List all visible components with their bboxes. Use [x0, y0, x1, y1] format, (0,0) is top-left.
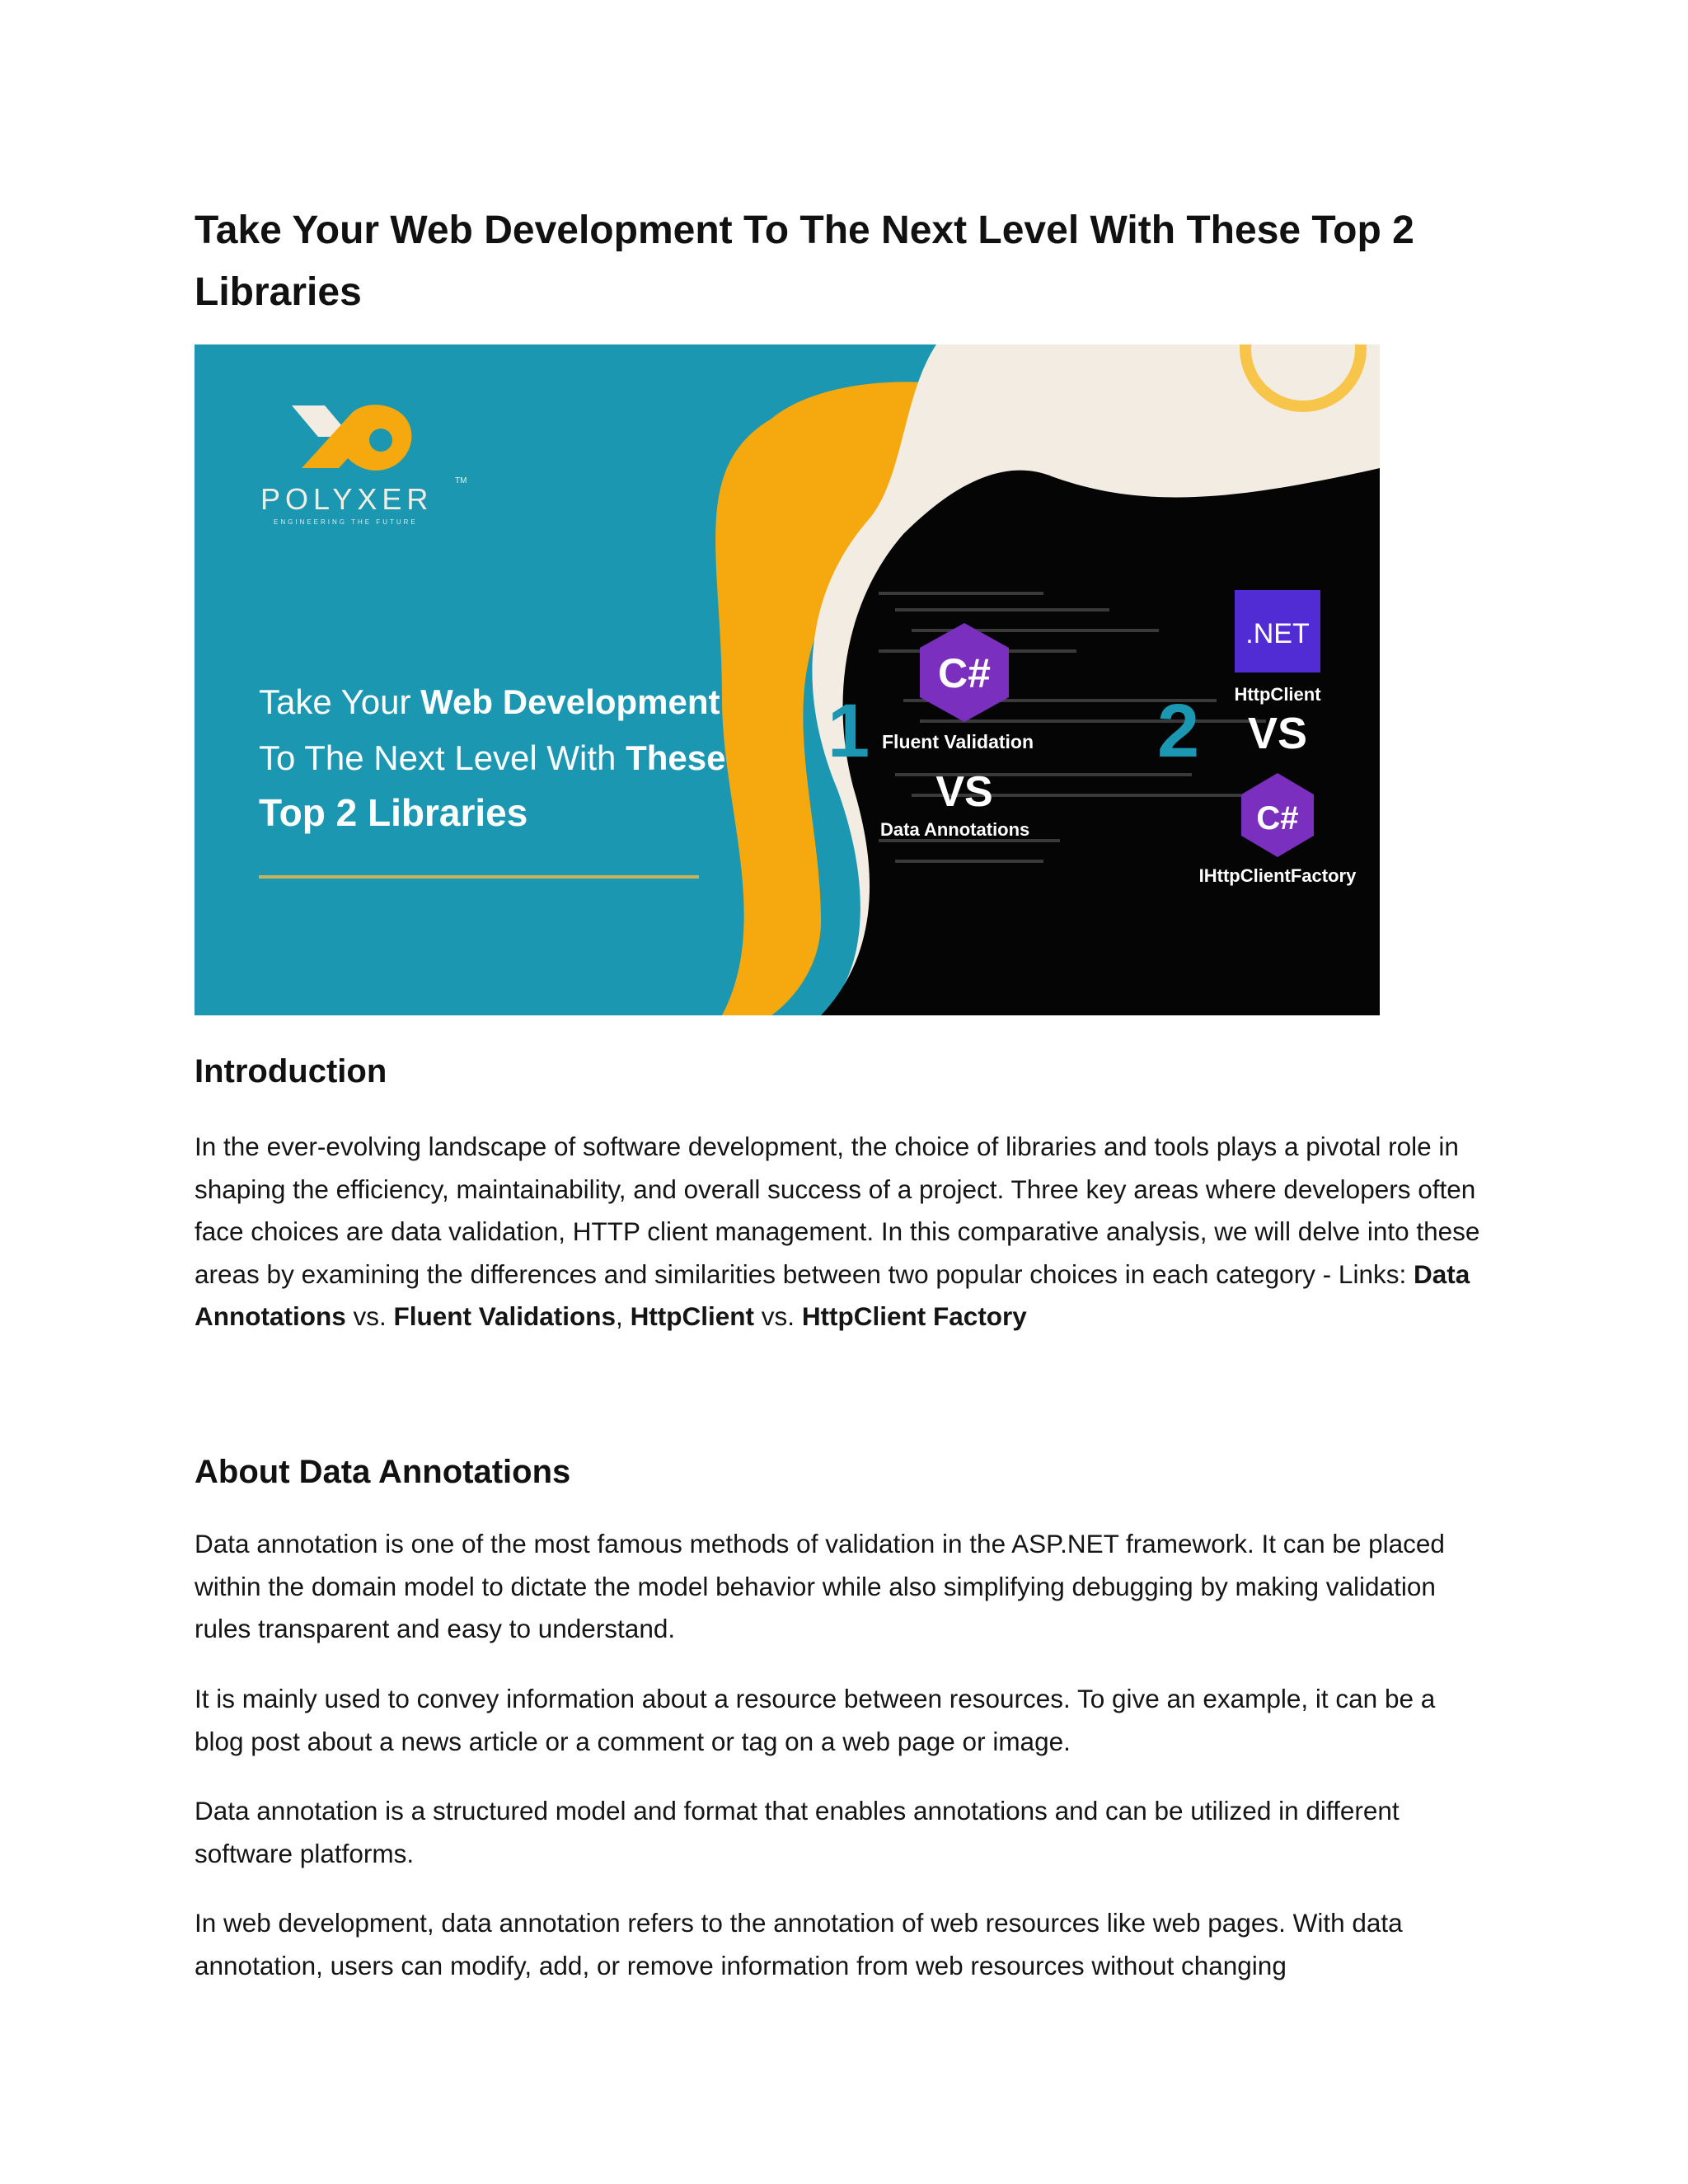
vs-text-1: vs.	[345, 1301, 394, 1331]
link-data-annotations[interactable]: Data Annotations	[195, 1258, 1470, 1331]
headline-line2-bold: These	[626, 738, 726, 777]
headline-underline	[259, 875, 699, 879]
headline-line1-light: Take Your	[259, 682, 421, 721]
introduction-text: In the ever-evolving landscape of software development, the choice of libraries and tools plays a pivotal role in shaping the efficiency, maintainability, and overall success of a project. Three key areas where developers often face choices are data validation, HTTP client management. In this comparative analysis, we will delve into these areas by examining the differences and similarities between two popular choices in each category - Links:	[195, 1132, 1480, 1289]
headline-line1-bold: Web Development	[420, 682, 720, 721]
logo-wordmark: POLYXER	[260, 482, 434, 516]
logo-tagline: ENGINEERING THE FUTURE	[274, 518, 418, 526]
link-httpclient[interactable]: HttpClient	[630, 1301, 755, 1331]
svg-text:To The Next Level With These	[259, 738, 725, 777]
svg-text:Take Your Web Development	[259, 682, 720, 721]
item2-top-label: HttpClient	[1234, 684, 1321, 705]
item1-bottom-label: Data Annotations	[880, 819, 1030, 840]
about-paragraph-2: It is mainly used to convey information about a resource between resources. To give an example, it can be a blog post about a news article or a comment or tag on a web page or image.	[195, 1684, 1436, 1756]
about-paragraph-4: In web development, data annotation refers to the annotation of web resources like web pages. With data annotation, users can modify, add, or remove information from web resources without changing	[195, 1908, 1403, 1980]
csharp-glyph-2: C#	[1256, 800, 1299, 837]
headline-line3: Top 2 Libraries	[259, 791, 528, 834]
about-data-annotations-heading: About Data Annotations	[195, 1454, 571, 1490]
item-number-2: 2	[1157, 689, 1200, 773]
hero-banner-image	[195, 344, 1380, 1015]
banner-graphic	[195, 344, 1380, 1015]
introduction-paragraph	[195, 1126, 1480, 1338]
item2-vs-label: VS	[1247, 709, 1308, 758]
logo-mark-hole	[369, 429, 392, 452]
about-paragraph-1: Data annotation is one of the most famous methods of validation in the ASP.NET framework. It can be placed within the domain model to dictate the model behavior while also simplifying debugging by making validation rules transparent and easy to understand.	[195, 1529, 1445, 1643]
introduction-heading: Introduction	[195, 1053, 387, 1090]
item-number-1: 1	[828, 689, 870, 773]
dotnet-badge-label: .NET	[1245, 618, 1310, 649]
page-title: Take Your Web Development To The Next Level With These Top 2 Libraries	[195, 209, 1414, 314]
item1-vs-label: VS	[935, 768, 993, 816]
item2-bottom-label: IHttpClientFactory	[1198, 865, 1357, 886]
vs-text-2: vs.	[754, 1301, 802, 1331]
csharp-glyph-1: C#	[938, 650, 991, 696]
comma-text: ,	[616, 1301, 631, 1331]
logo-trademark: TM	[455, 476, 467, 485]
link-httpclient-factory[interactable]: HttpClient Factory	[801, 1301, 1027, 1331]
item1-top-label: Fluent Validation	[882, 731, 1034, 752]
about-paragraph-3: Data annotation is a structured model and format that enables annotations and can be utilized in different software platforms.	[195, 1796, 1400, 1868]
link-fluent-validations[interactable]: Fluent Validations	[393, 1301, 617, 1331]
headline-line2-light: To The Next Level With	[259, 738, 626, 777]
